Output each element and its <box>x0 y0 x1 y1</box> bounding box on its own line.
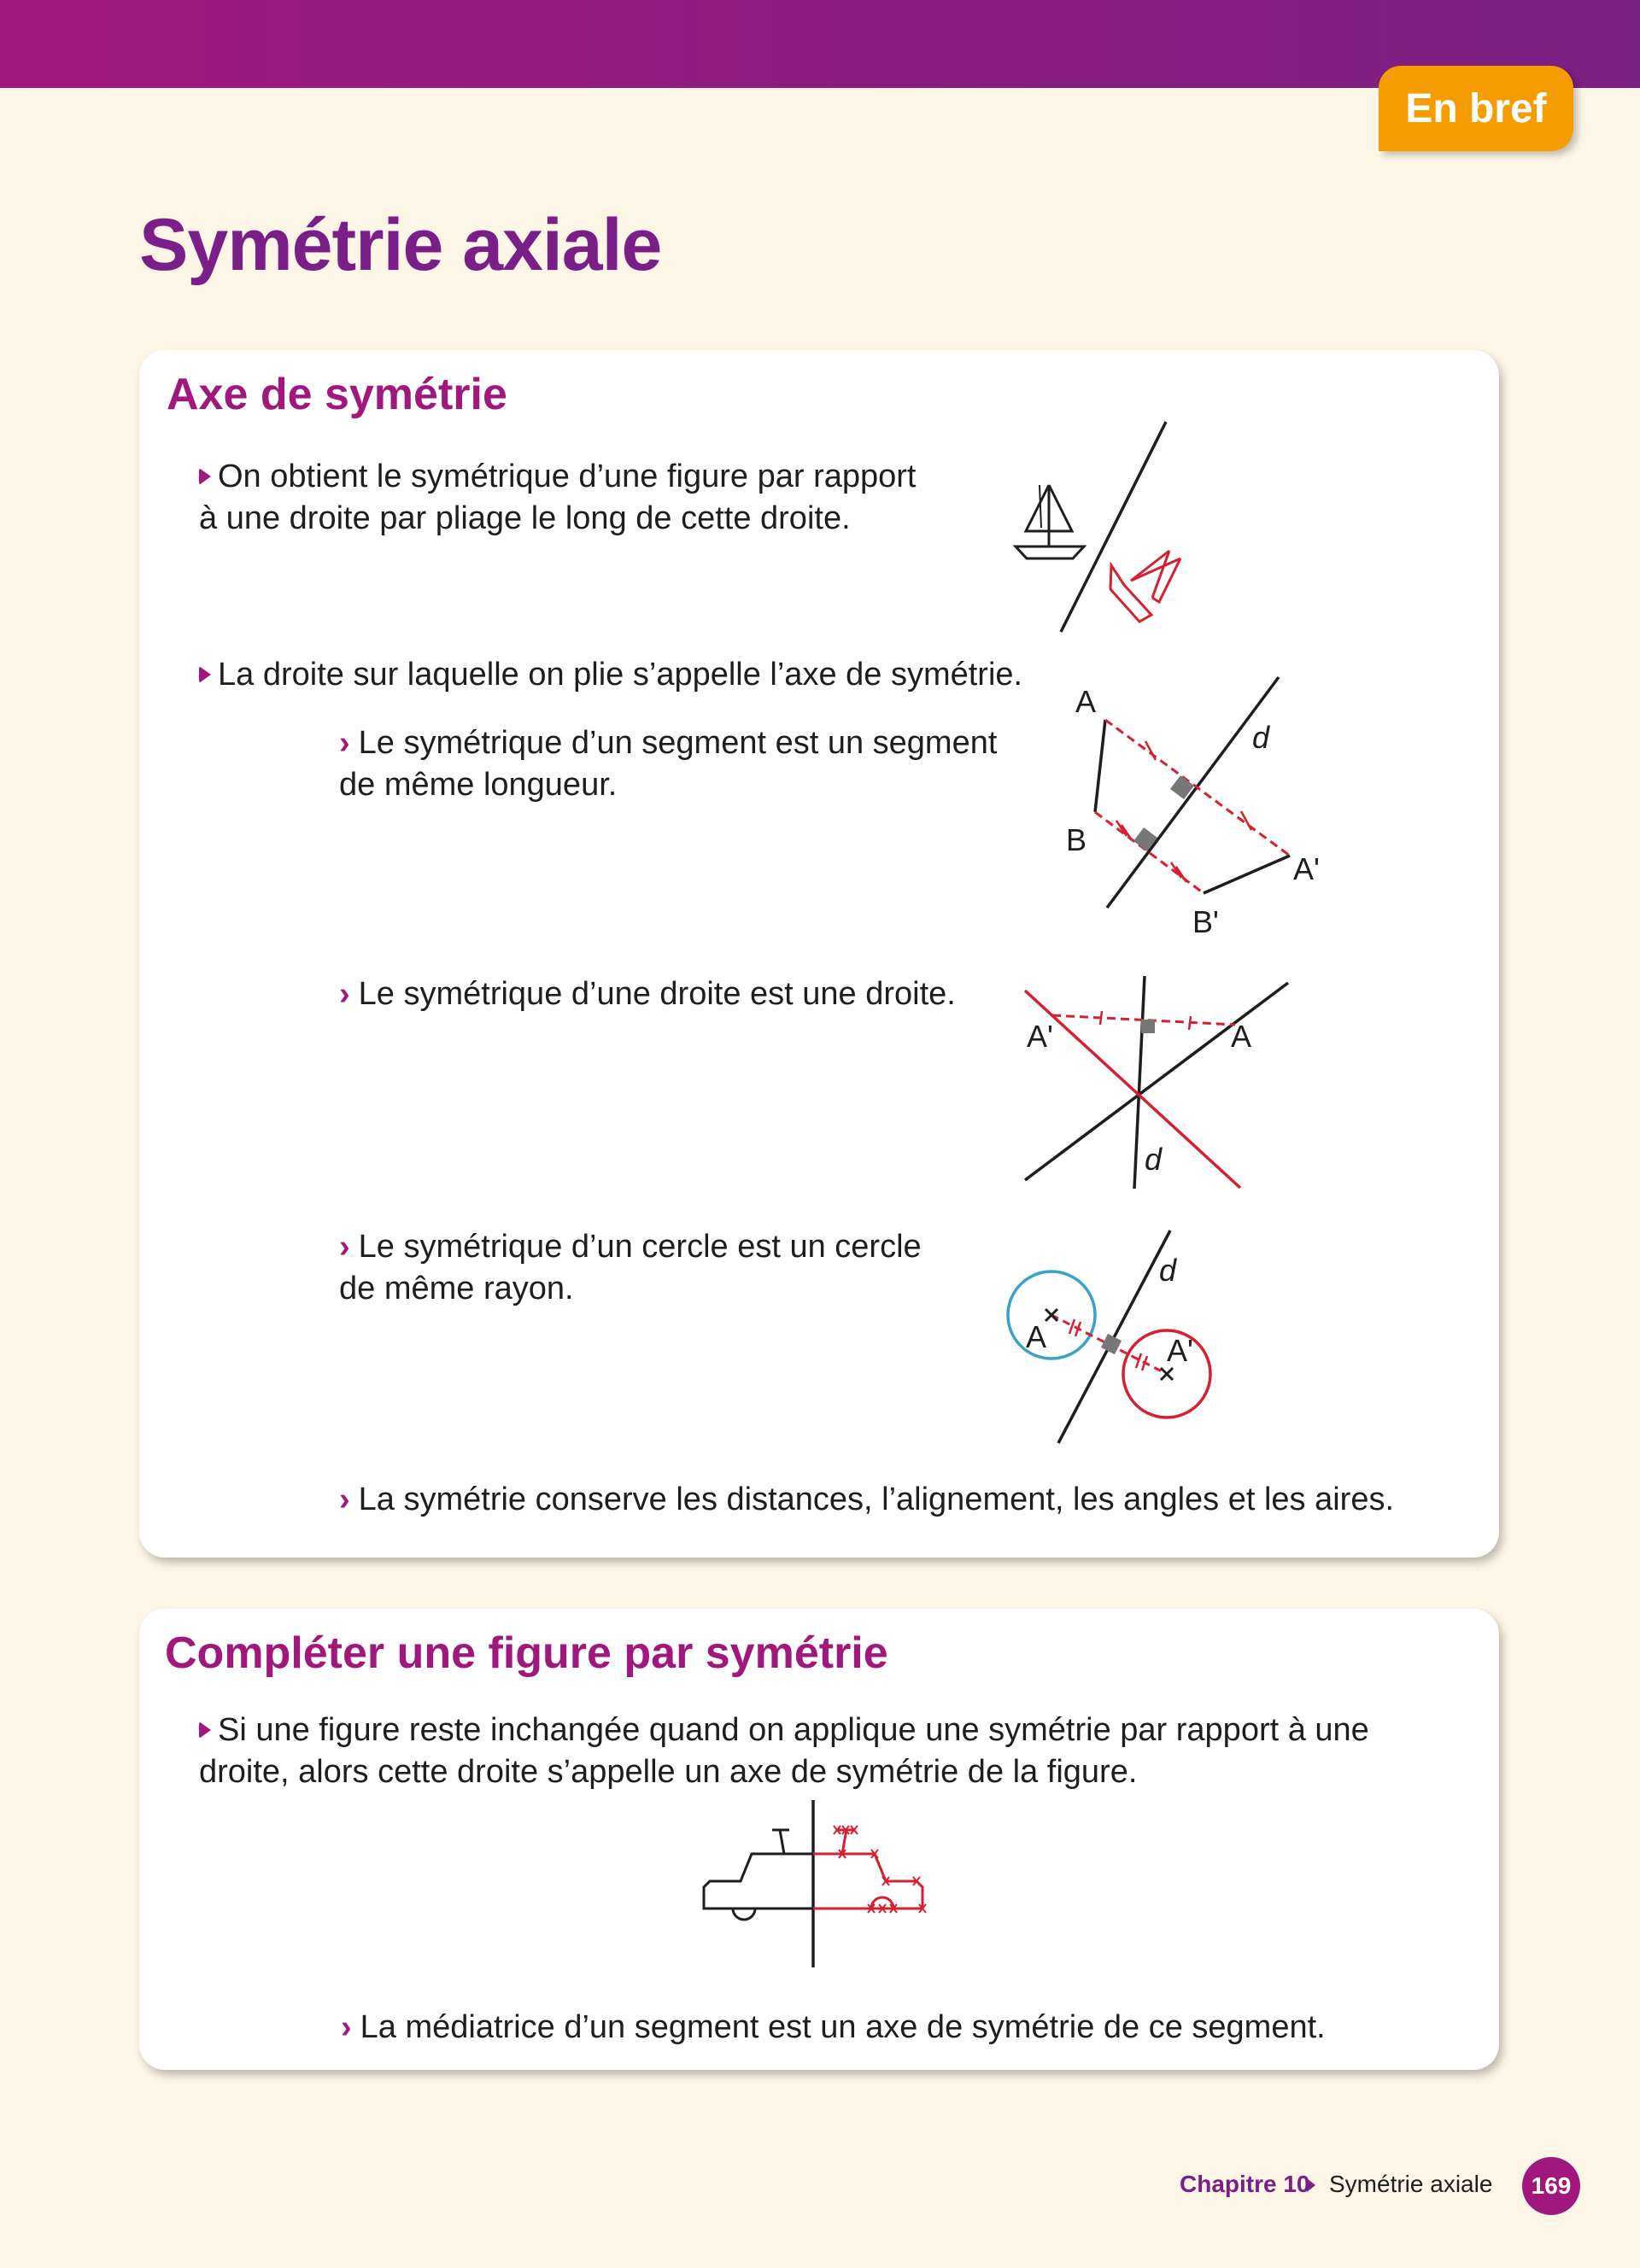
bullet-icon <box>199 666 211 683</box>
label-a: A <box>1026 1319 1047 1354</box>
axis-d-line <box>1058 1230 1170 1443</box>
car-symmetry-figure <box>699 1797 1075 1976</box>
axe-de-symetrie-card <box>139 350 1499 1558</box>
right-angle-marker <box>1101 1334 1122 1354</box>
axis-d-line <box>1134 976 1145 1189</box>
segment-symmetry-figure <box>1057 673 1458 946</box>
page-title: Symétrie axiale <box>139 204 662 286</box>
paragraph-droite: › Le symétrique d’une droite est une droite. <box>339 976 956 1012</box>
car-left-half <box>704 1830 813 1920</box>
label-a-prime: A' <box>1167 1333 1193 1368</box>
paragraph-cercle: › Le symétrique d’un cercle est un cercle de même rayon. <box>339 1229 922 1306</box>
right-angle-marker <box>1141 1020 1155 1033</box>
chevron-icon: › <box>341 2009 352 2045</box>
footer-chapter: Chapitre 10 <box>1180 2171 1310 2197</box>
chevron-icon: › <box>339 1229 350 1265</box>
bullet-icon <box>199 468 211 485</box>
paragraph-conserve: › La symétrie conserve les distances, l’alignement, les angles et les aires. <box>339 1482 1395 1517</box>
footer-separator-icon <box>1307 2178 1315 2192</box>
completer-figure-card <box>139 1609 1499 2070</box>
label-a-prime: A' <box>1293 851 1320 886</box>
chevron-icon: › <box>339 1482 350 1517</box>
paragraph-axe: La droite sur laquelle on plie s’appelle l’axe de symétrie. <box>199 654 1022 696</box>
bullet-icon <box>199 1721 211 1739</box>
segment-ab <box>1095 720 1105 812</box>
label-a: A <box>1231 1019 1252 1054</box>
label-a: A <box>1075 684 1097 719</box>
reflected-boat-icon <box>1110 551 1180 622</box>
section-title: Compléter une figure par symétrie <box>165 1628 888 1678</box>
label-b: B <box>1066 822 1087 857</box>
label-d: d <box>1252 720 1270 755</box>
circle-symmetry-figure <box>1004 1226 1379 1465</box>
paragraph-axe-figure: Si une figure reste inchangée quand on applique une symétrie par rapport à une droite, alors cette droite s’appelle un axe de symétrie de la figure. <box>199 1712 1369 1790</box>
fold-axis-line <box>1061 422 1166 632</box>
segment-a-prime-b-prime <box>1204 856 1290 893</box>
label-d: d <box>1145 1142 1163 1177</box>
line-symmetry-figure <box>1021 972 1439 1219</box>
page-number: 169 <box>1522 2157 1580 2215</box>
footer-topic: Symétrie axiale <box>1329 2171 1493 2197</box>
label-a-prime: A' <box>1027 1019 1053 1054</box>
label-b-prime: B' <box>1192 904 1219 939</box>
paragraph-mediatrice: › La médiatrice d’un segment est un axe de symétrie de ce segment. <box>341 2009 1326 2045</box>
label-d: d <box>1159 1253 1177 1288</box>
paragraph-pliage: On obtient le symétrique d’une figure par rapport à une droite par pliage le long de cette droite. <box>199 459 917 536</box>
section-title: Axe de symétrie <box>167 370 507 419</box>
chevron-icon: › <box>339 725 350 761</box>
boat-symmetry-figure <box>1007 418 1332 649</box>
car-right-half-completed <box>813 1830 922 1909</box>
paragraph-segment: › Le symétrique d’un segment est un segment de même longueur. <box>339 725 998 803</box>
point-a-cross <box>1046 1309 1057 1321</box>
chevron-icon: › <box>339 976 350 1012</box>
reflected-line <box>1025 991 1240 1188</box>
boat-icon <box>1016 485 1084 558</box>
right-angle-marker <box>1133 827 1157 851</box>
point-a-prime-cross <box>1161 1368 1173 1380</box>
en-bref-badge: En bref <box>1379 66 1573 151</box>
